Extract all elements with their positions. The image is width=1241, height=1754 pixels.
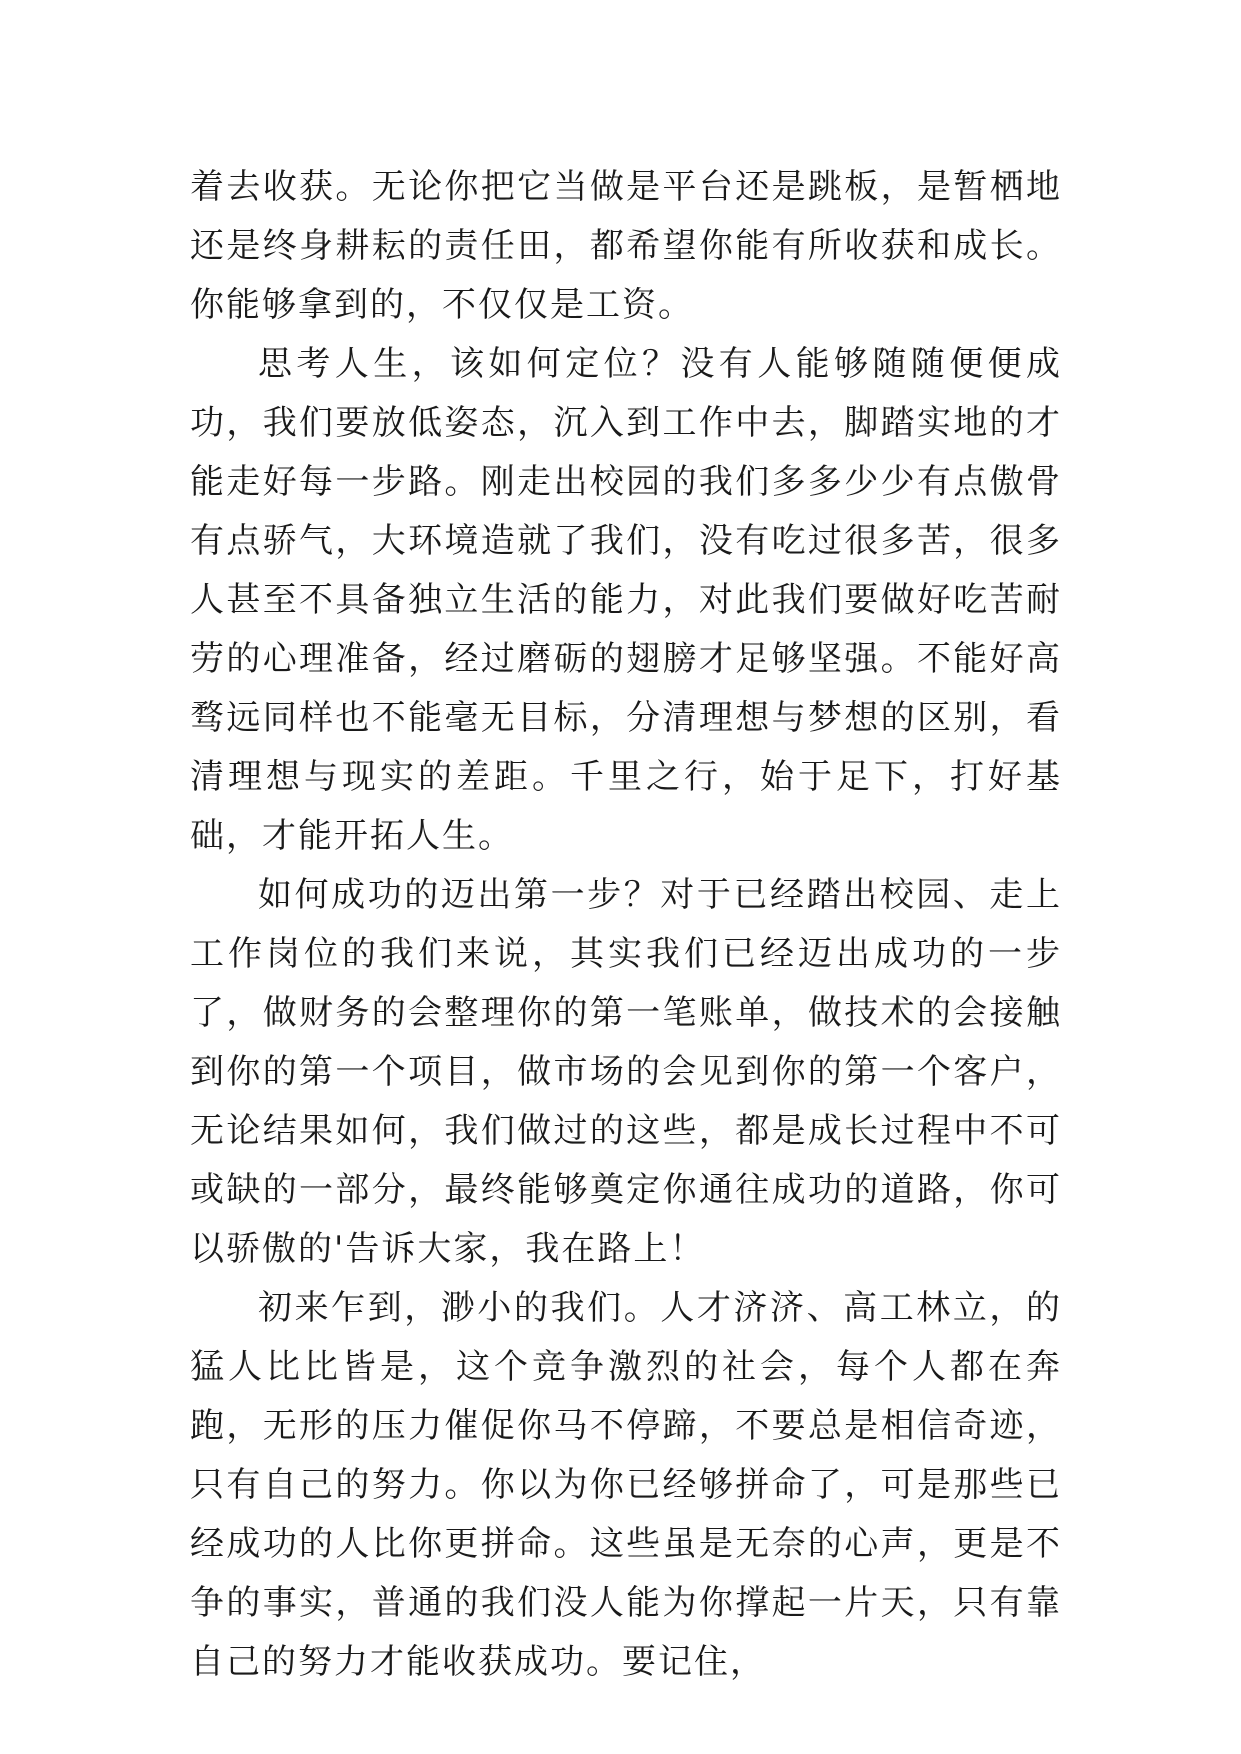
paragraph-2: 思考人生，该如何定位？没有人能够随随便便成功，我们要放低姿态，沉入到工作中去，脚踏实地的才能走好每一步路。刚走出校园的我们多多少少有点傲骨有点骄气，大环境造就了我们，没有吃过很多苦，很多人甚至不具备独立生活的能力，对此我们要做好吃苦耐劳的心理准备，经过磨砺的翅膀才足够坚强。不能好高骛远同样也不能毫无目标，分清理想与梦想的区别，看清理想与现实的差距。千里之行，始于足下，打好基础，才能开拓人生。 bbox=[190, 344, 1062, 856]
paragraph-1: 着去收获。无论你把它当做是平台还是跳板，是暂栖地还是终身耕耘的责任田，都希望你能有所收获和成长。你能够拿到的，不仅仅是工资。 bbox=[190, 167, 1062, 325]
paragraph-4: 初来乍到，渺小的我们。人才济济、高工林立，的猛人比比皆是，这个竞争激烈的社会，每个人都在奔跑，无形的压力催促你马不停蹄，不要总是相信奇迹，只有自己的努力。你以为你已经够拼命了，可是那些已经成功的人比你更拼命。这些虽是无奈的心声，更是不争的事实，普通的我们没人能为你撑起一片天，只有靠自己的努力才能收获成功。要记住， bbox=[190, 1288, 1062, 1682]
paragraph-3: 如何成功的迈出第一步？对于已经踏出校园、走上工作岗位的我们来说，其实我们已经迈出成功的一步了，做财务的会整理你的第一笔账单，做技术的会接触到你的第一个项目，做市场的会见到你的第一个客户，无论结果如何，我们做过的这些，都是成长过程中不可或缺的一部分，最终能够奠定你通往成功的道路，你可以骄傲的'告诉大家，我在路上！ bbox=[190, 875, 1062, 1269]
body-text bbox=[190, 158, 1062, 1692]
